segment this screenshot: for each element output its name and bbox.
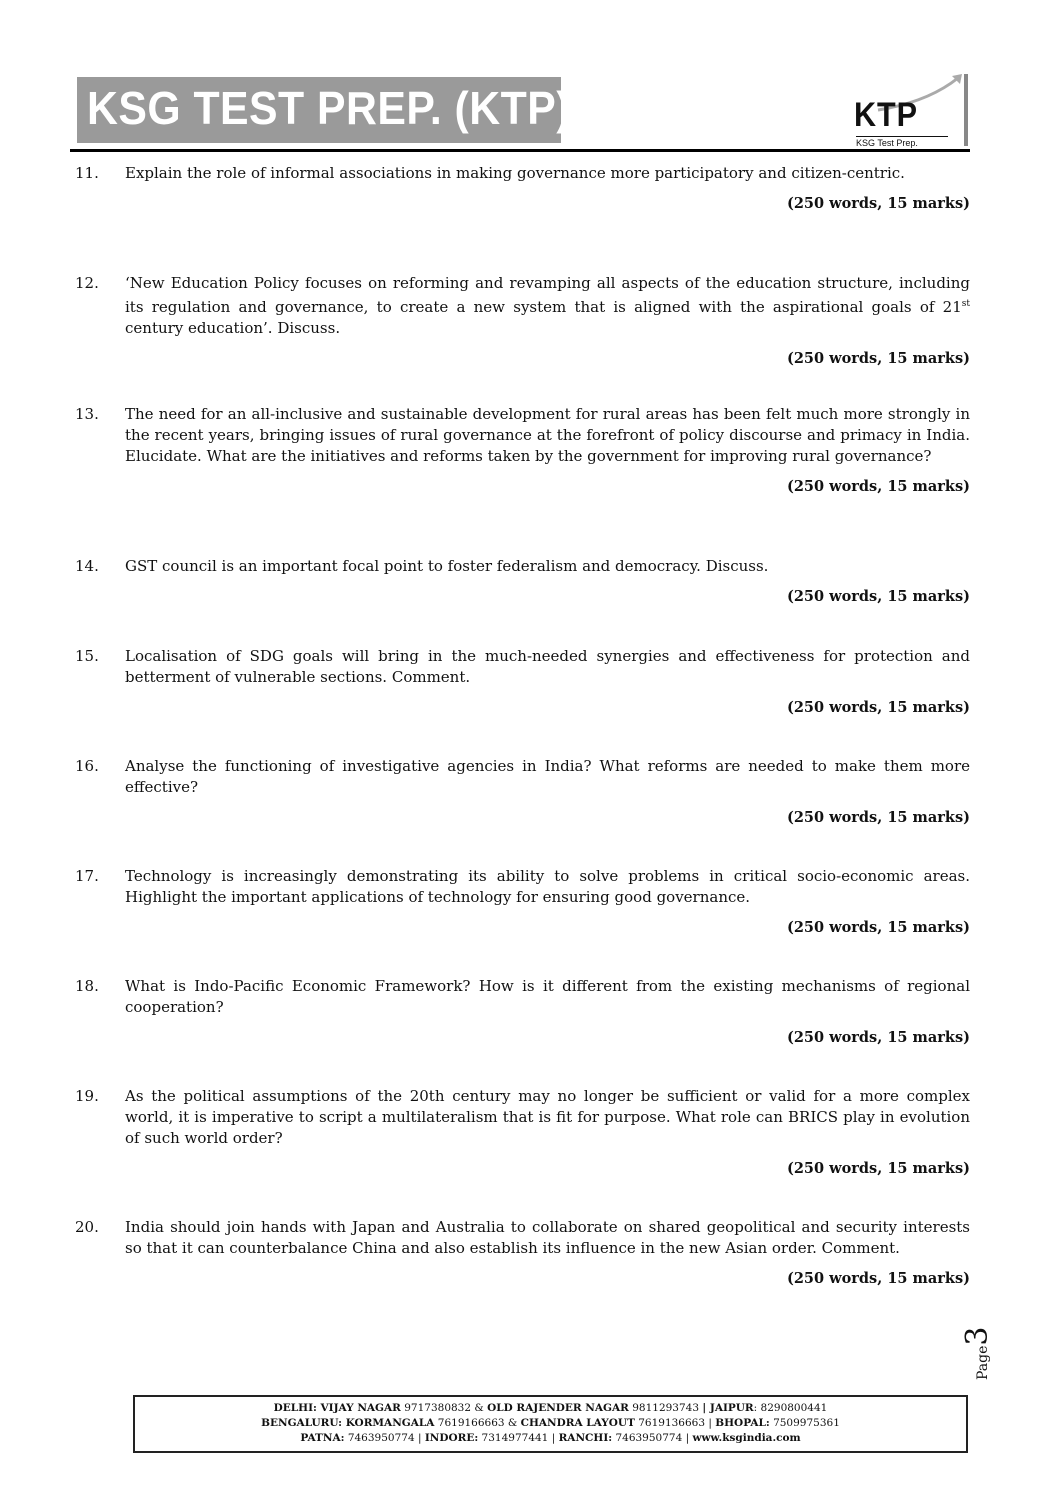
footer-segment: : 8290800441 <box>753 1402 828 1414</box>
question-number: 16. <box>75 757 99 775</box>
footer-segment: 9717380832 & <box>400 1402 488 1414</box>
question-number: 13. <box>75 405 99 423</box>
question-item <box>75 273 970 369</box>
question-number: 19. <box>75 1087 99 1105</box>
footer-line-2 <box>135 1416 966 1431</box>
question-text: As the political assumptions of the 20th century may no longer be sufficient or valid for a more complex world, it is imperative to script a multilateralism that is fit for purpose. What role can BRICS play in evolution of such world order? <box>125 1087 970 1147</box>
footer-segment: | JAIPUR <box>702 1402 754 1414</box>
question-number: 18. <box>75 977 99 995</box>
question-item <box>75 646 970 718</box>
footer-line-1 <box>135 1401 966 1416</box>
footer-segment: CHANDRA LAYOUT <box>520 1417 635 1429</box>
question-item <box>75 1086 970 1179</box>
question-marks: (250 words, 15 marks) <box>786 1270 970 1287</box>
header-divider <box>70 149 970 152</box>
footer-contacts <box>133 1395 968 1453</box>
question-marks: (250 words, 15 marks) <box>786 699 970 716</box>
question-text: Localisation of SDG goals will bring in the much-needed synergies and effectiveness for protection and betterment of vulnerable sections. Comment. <box>125 647 970 686</box>
footer-segment: 7509975361 <box>769 1417 840 1429</box>
question-text: GST council is an important focal point to foster federalism and democracy. Discuss. <box>125 557 769 575</box>
question-number: 12. <box>75 274 99 292</box>
footer-segment: 7619136663 | <box>634 1417 716 1429</box>
footer-segment: 7619166663 & <box>434 1417 521 1429</box>
footer-segment: DELHI: VIJAY NAGAR <box>273 1402 401 1414</box>
question-number: 15. <box>75 647 99 665</box>
logo-bar <box>964 74 968 146</box>
question-text: India should join hands with Japan and Australia to collaborate on shared geopolitical and security interests so that it can counterbalance China and also establish its influence in the new Asian order. Comment. <box>125 1218 970 1257</box>
question-number: 14. <box>75 557 99 575</box>
question-marks: (250 words, 15 marks) <box>786 478 970 495</box>
question-text: ‘New Education Policy focuses on reforming and revamping all aspects of the education structure, including its regulation and governance, to create a new system that is aligned with the aspirational goals of 21st century education’. Discuss. <box>125 274 970 337</box>
logo-text: KTP <box>854 96 918 134</box>
question-number: 17. <box>75 867 99 885</box>
footer-segment: OLD RAJENDER NAGAR <box>487 1402 629 1414</box>
footer-segment: 7314977441 | <box>478 1432 559 1444</box>
question-item <box>75 163 970 214</box>
footer-segment: 9811293743 <box>628 1402 703 1414</box>
ktp-logo <box>848 72 973 152</box>
question-text: The need for an all-inclusive and sustainable development for rural areas has been felt much more strongly in the recent years, bringing issues of rural governance at the forefront of policy discourse and primacy in India. Elucidate. What are the initiatives and reforms taken by the government for improving rural governance? <box>125 405 970 465</box>
logo-subtext: KSG Test Prep. <box>856 136 948 148</box>
page-number: Page3 <box>960 1326 995 1380</box>
question-text: What is Indo-Pacific Economic Framework? How is it different from the existing mechanisms of regional cooperation? <box>125 977 970 1016</box>
footer-segment: 7463950774 | <box>612 1432 693 1444</box>
question-text: Explain the role of informal associations in making governance more participatory and citizen-centric. <box>125 164 905 182</box>
footer-segment: INDORE: <box>424 1432 479 1444</box>
footer-segment: BHOPAL: <box>715 1417 770 1429</box>
question-item <box>75 756 970 828</box>
question-item <box>75 976 970 1048</box>
question-item <box>75 404 970 497</box>
question-text: Technology is increasingly demonstrating its ability to solve problems in critical socio-economic areas. Highlight the important applications of technology for ensuring good governance. <box>125 867 970 906</box>
question-marks: (250 words, 15 marks) <box>786 1029 970 1046</box>
header-banner <box>77 77 571 143</box>
question-item <box>75 866 970 938</box>
footer-segment: BENGALURU: KORMANGALA <box>261 1417 435 1429</box>
question-item <box>75 556 970 607</box>
header-title: KSG TEST PREP. (KTP) <box>87 82 571 134</box>
question-marks: (250 words, 15 marks) <box>786 919 970 936</box>
footer-segment: PATNA: <box>300 1432 345 1444</box>
footer-segment: 7463950774 | <box>344 1432 425 1444</box>
question-marks: (250 words, 15 marks) <box>786 350 970 367</box>
question-marks: (250 words, 15 marks) <box>786 809 970 826</box>
question-number: 11. <box>75 164 99 182</box>
footer-segment: RANCHI: <box>558 1432 613 1444</box>
question-marks: (250 words, 15 marks) <box>786 195 970 212</box>
footer-segment[interactable]: www.ksgindia.com <box>692 1432 801 1444</box>
footer-line-3 <box>135 1431 966 1446</box>
question-marks: (250 words, 15 marks) <box>786 588 970 605</box>
question-marks: (250 words, 15 marks) <box>786 1160 970 1177</box>
question-number: 20. <box>75 1218 99 1236</box>
question-text: Analyse the functioning of investigative agencies in India? What reforms are needed to make them more effective? <box>125 757 970 796</box>
question-item <box>75 1217 970 1289</box>
